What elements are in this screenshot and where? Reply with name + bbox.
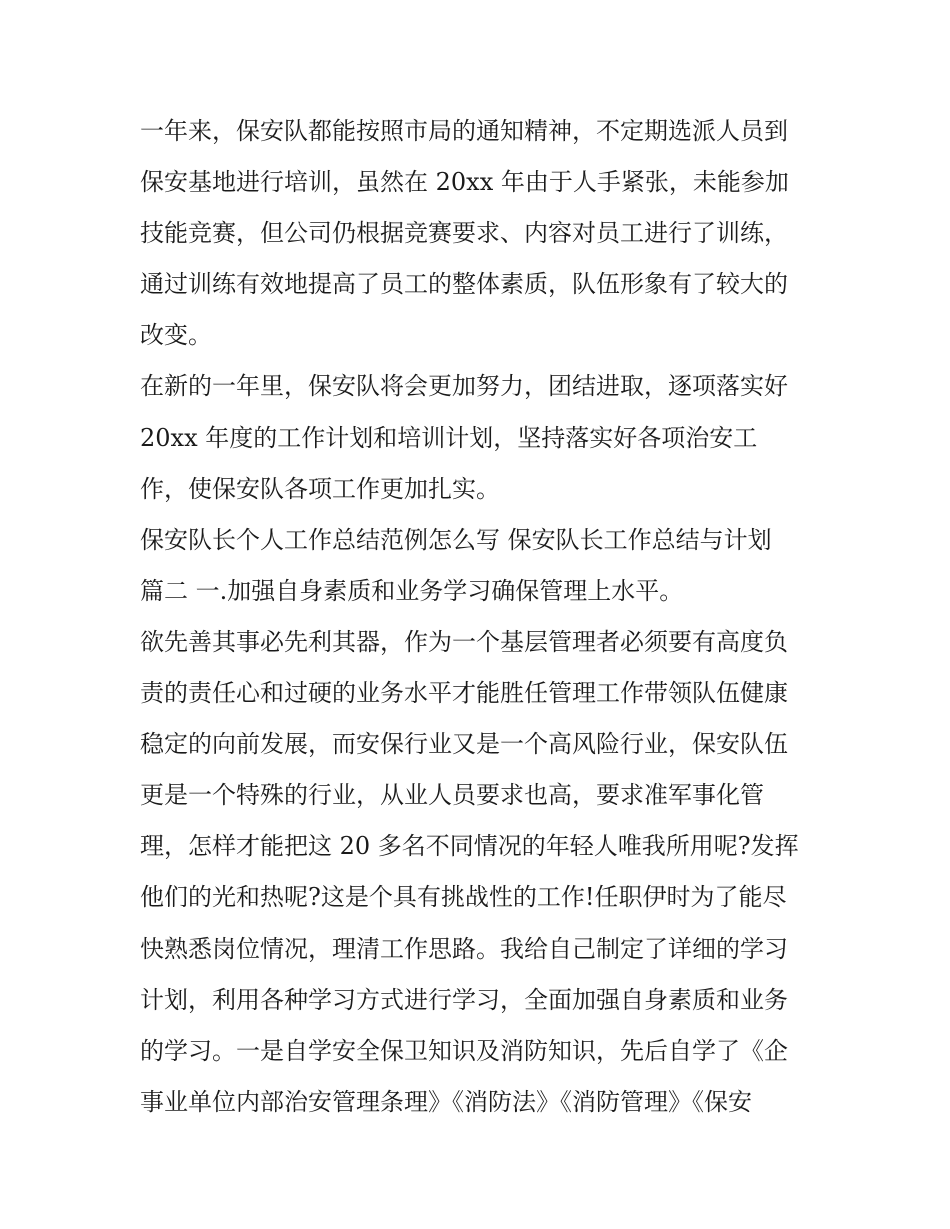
text-line-10: 篇二 一.加强自身素质和业务学习确保管理上水平。 [140, 576, 684, 605]
text-line-4: 通过训练有效地提高了员工的整体素质，队伍形象有了较大的 [140, 270, 788, 299]
text-line-16: 他们的光和热呢?这是个具有挑战性的工作!任职伊时为了能尽 [140, 883, 787, 912]
text-line-11: 欲先善其事必先利其器，作为一个基层管理者必须要有高度负 [140, 627, 788, 656]
text-line-7: 20xx 年度的工作计划和培训计划，坚持落实好各项治安工 [140, 423, 758, 452]
text-line-6: 在新的一年里，保安队将会更加努力，团结进取，逐项落实好 [140, 372, 788, 401]
text-line-2: 保安基地进行培训，虽然在 20xx 年由于人手紧张，未能参加 [140, 168, 789, 197]
text-line-17: 快熟悉岗位情况，理清工作思路。我给自己制定了详细的学习 [140, 934, 788, 963]
text-line-9: 保安队长个人工作总结范例怎么写 保安队长工作总结与计划 [140, 525, 772, 554]
text-line-13: 稳定的向前发展，而安保行业又是一个高风险行业，保安队伍 [140, 730, 788, 759]
text-line-5: 改变。 [140, 321, 212, 350]
body-text [140, 106, 820, 1128]
text-line-14: 更是一个特殊的行业，从业人员要求也高，要求准军事化管 [140, 781, 764, 810]
text-line-1: 一年来，保安队都能按照市局的通知精神，不定期选派人员到 [140, 117, 788, 145]
text-line-20: 事业单位内部治安管理条理》《消防法》《消防管理》《保安 [140, 1087, 752, 1116]
text-line-15: 理，怎样才能把这 20 多名不同情况的年轻人唯我所用呢?发挥 [140, 832, 799, 861]
text-line-12: 责的责任心和过硬的业务水平才能胜任管理工作带领队伍健康 [140, 679, 788, 708]
text-line-8: 作，使保安队各项工作更加扎实。 [140, 474, 500, 503]
text-line-19: 的学习。一是自学安全保卫知识及消防知识，先后自学了《企 [140, 1036, 788, 1065]
text-line-3: 技能竞赛，但公司仍根据竞赛要求、内容对员工进行了训练， [140, 219, 788, 248]
text-line-18: 计划，利用各种学习方式进行学习，全面加强自身素质和业务 [140, 985, 788, 1014]
